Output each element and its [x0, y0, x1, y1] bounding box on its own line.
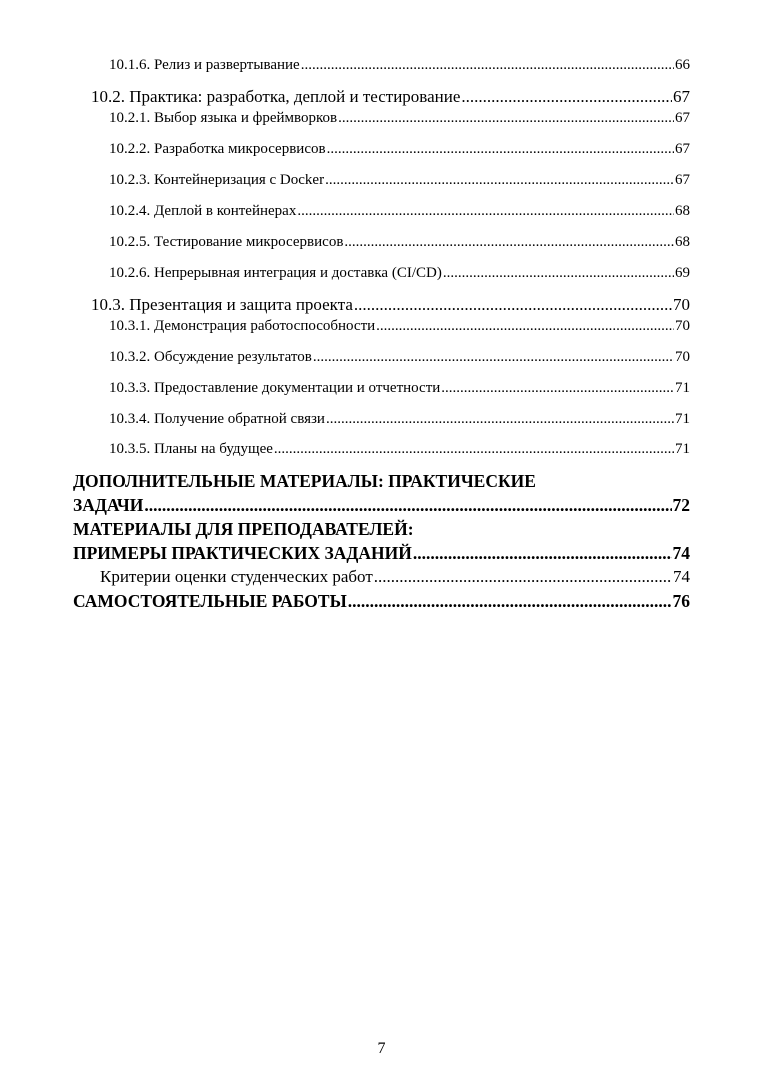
toc-leader-dots [326, 411, 674, 428]
toc-leader-dots [338, 110, 674, 127]
toc-entry-page: 68 [675, 234, 690, 250]
toc-entry-title-line1: ДОПОЛНИТЕЛЬНЫЕ МАТЕРИАЛЫ: ПРАКТИЧЕСКИЕ [73, 471, 536, 491]
toc-entry[interactable] [109, 441, 690, 458]
toc-leader-dots [413, 543, 672, 564]
toc-entry-title: 10.3.4. Получение обратной связи [109, 411, 325, 427]
toc-leader-dots [443, 265, 674, 282]
toc-entry[interactable] [100, 567, 690, 587]
toc-entry[interactable] [73, 543, 690, 564]
toc-entry-page: 68 [675, 203, 690, 219]
toc-entry-title: ЗАДАЧИ [73, 495, 144, 515]
toc-leader-dots [461, 87, 672, 107]
toc-entry-page: 74 [672, 543, 690, 563]
toc-entry-title: 10.2.3. Контейнеризация с Docker [109, 172, 325, 188]
toc-entry[interactable] [109, 265, 690, 282]
toc-entry-page: 66 [675, 57, 690, 73]
toc-entry-title: 10.3.5. Планы на будущее [109, 441, 273, 457]
toc-entry[interactable] [109, 234, 690, 251]
toc-entry-title: Критерии оценки студенческих работ [100, 567, 373, 586]
toc-entry-title: 10.2.2. Разработка микросервисов [109, 141, 326, 157]
toc-entry[interactable] [109, 380, 690, 397]
toc-entry-page: 71 [675, 441, 690, 457]
toc-entry-title: 10.2. Практика: разработка, деплой и тестирование [91, 87, 461, 106]
toc-leader-dots [144, 495, 671, 516]
toc-leader-dots [374, 567, 672, 587]
toc-entry[interactable] [109, 57, 690, 74]
toc-entry-page: 67 [673, 87, 690, 106]
toc-entry-title: 10.3.1. Демонстрация работоспособности [109, 318, 376, 334]
toc-entry[interactable] [91, 295, 690, 315]
toc-leader-dots [313, 349, 674, 366]
toc-entry[interactable] [91, 87, 690, 107]
toc-leader-dots [297, 203, 674, 220]
toc-entry[interactable] [73, 495, 690, 516]
toc-entry[interactable] [109, 141, 690, 158]
toc-entry-page: 67 [675, 172, 690, 188]
toc-entry-page: 71 [675, 411, 690, 427]
toc-leader-dots [441, 380, 674, 397]
toc-entry-title-line1: МАТЕРИАЛЫ ДЛЯ ПРЕПОДАВАТЕЛЕЙ: [73, 519, 414, 539]
toc-entry-page: 67 [675, 141, 690, 157]
toc-entry[interactable] [109, 172, 690, 189]
toc-entry-page: 67 [675, 110, 690, 126]
toc-entry[interactable] [109, 203, 690, 220]
toc-leader-dots [344, 234, 674, 251]
toc-entry-title: 10.2.6. Непрерывная интеграция и доставка (CI/CD) [109, 265, 442, 281]
toc-entry[interactable] [109, 349, 690, 366]
toc-entry-title: 10.3.3. Предоставление документации и отчетности [109, 380, 441, 396]
toc-entry-title: 10.2.5. Тестирование микросервисов [109, 234, 344, 250]
toc-entry-page: 74 [673, 567, 690, 586]
toc-entry-title: 10.3.2. Обсуждение результатов [109, 349, 312, 365]
toc-entry-page: 70 [675, 318, 690, 334]
toc-entry-title: САМОСТОЯТЕЛЬНЫЕ РАБОТЫ [73, 591, 347, 611]
toc-leader-dots [348, 591, 672, 612]
toc-entry-page: 70 [675, 349, 690, 365]
page-number: 7 [377, 1040, 386, 1057]
toc-entry-page: 71 [675, 380, 690, 396]
toc-entry-page: 72 [672, 495, 690, 515]
toc-entry[interactable] [109, 110, 690, 127]
toc-entry-title: 10.1.6. Релиз и развертывание [109, 57, 300, 73]
toc-leader-dots [301, 57, 674, 74]
toc-entry-title: 10.2.1. Выбор языка и фреймворков [109, 110, 338, 126]
toc-entry[interactable] [73, 591, 690, 612]
toc-entry[interactable] [109, 411, 690, 428]
toc-entry-title: ПРИМЕРЫ ПРАКТИЧЕСКИХ ЗАДАНИЙ [73, 543, 412, 563]
toc-leader-dots [376, 318, 674, 335]
toc-leader-dots [325, 172, 674, 189]
toc-entry-page: 70 [673, 295, 690, 314]
toc-entry-page: 76 [672, 591, 690, 611]
toc-entry-page: 69 [675, 265, 690, 281]
toc-leader-dots [274, 441, 674, 458]
toc-entry[interactable] [109, 318, 690, 335]
toc-leader-dots [327, 141, 674, 158]
toc-entry-title: 10.2.4. Деплой в контейнерах [109, 203, 297, 219]
toc-leader-dots [354, 295, 672, 315]
toc-entry-title: 10.3. Презентация и защита проекта [91, 295, 353, 314]
